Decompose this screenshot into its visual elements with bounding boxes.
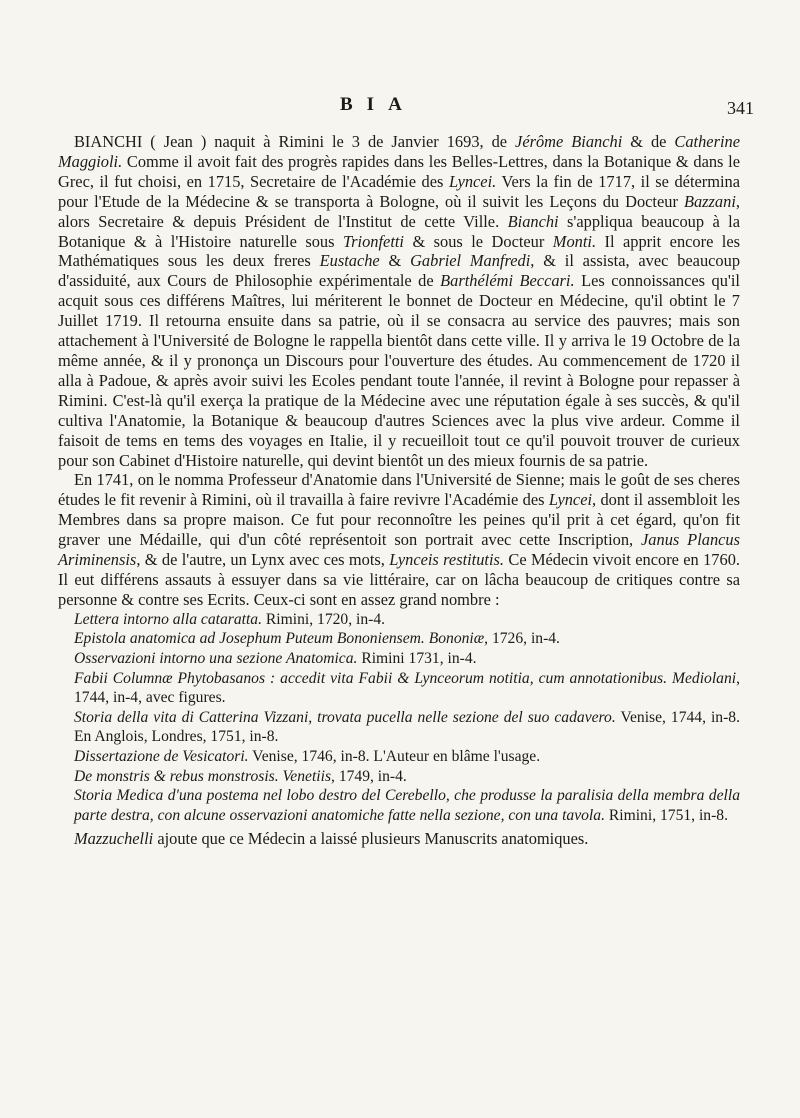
dictionary-entry [58, 132, 740, 849]
work-item: De monstris & rebus monstrosis. Venetiis, 1749, in-4. [74, 767, 407, 785]
works-list [58, 610, 740, 826]
work-item: Storia della vita di Catterina Vizzani, trovata pucella nelle sezione del suo cadavero. Venise, 1744, in-8. En Anglois, Londres, 1751, in-8. [74, 708, 740, 746]
page-header [0, 94, 800, 124]
headword: BIANCHI [74, 132, 143, 151]
work-item: Dissertazione de Vesicatori. Venise, 1746, in-8. L'Auteur en blâme l'usage. [74, 747, 541, 765]
entry-closing: Mazzuchelli ajoute que ce Médecin a laissé plusieurs Manuscrits anatomiques. [74, 829, 589, 849]
entry-paragraph-1: BIANCHI ( Jean ) naquit à Rimini le 3 de Janvier 1693, de Jérôme Bianchi & de Catherine Maggioli. Comme il avoit fait des progrès rapides dans les Belles-Lettres, dans la Botanique & dans le Grec, il fut choisi, en 1715, Secretaire de l'Académie des Lyncei. Vers la fin de 1717, il se détermina pour l'Etude de la Médecine & se transporta à Bologne, où il suivit les Leçons du Docteur Bazzani, alors Secretaire & depuis Président de l'Institut de cette Ville. Bianchi s'appliqua beaucoup à la Botanique & à l'Histoire naturelle sous Trionfetti & sous le Docteur Monti. Il apprit encore les Mathématiques sous les deux freres Eustache & Gabriel Manfredi, & il assista, avec beaucoup d'assiduité, aux Cours de Philosophie expérimentale de Barthélémi Beccari. Les connoissances qu'il acquit sous ces différens Maîtres, lui mériterent le bonnet de Docteur en Médecine, qu'il obtint le 7 Juillet 1719. Il retourna ensuite dans sa patrie, où il se consacra au service des pauvres; mais son attachement à l'Université de Bologne le rappella bientôt dans cette ville. Il y arriva le 19 Octobre de la même année, & il y prononça un Discours pour l'ouverture des études. Au commencement de 1720 il alla à Padoue, & après avoir suivi les Ecoles pendant toute l'année, il revint à Bologne pour repasser à Rimini. C'est-là qu'il exerça la pratique de la Médecine avec une réputation égale à ses succès, & qu'il cultiva l'Anatomie, la Botanique & beaucoup d'autres Sciences avec la plus vive ardeur. Comme il faisoit de tems en tems des voyages en Italie, il y recueilloit tout ce qu'il pouvoit trouver de curieux pour son Cabinet d'Histoire naturelle, qui devint bientôt un des mieux fournis de sa patrie. [58, 132, 741, 470]
work-item: Storia Medica d'una postema nel lobo destro del Cerebello, che produsse la paralisia della membra della parte destra, con alcune osservazioni anatomiche fatte nella sezione, con una tavola. Rimini, 1751, in-8. [74, 787, 740, 824]
work-item: Fabii Columnæ Phytobasanos : accedit vita Fabii & Lynceorum notitia, cum annotationibus. Mediolani, 1744, in-4, avec figures. [74, 669, 740, 707]
entry-paragraph-2: En 1741, on le nomma Professeur d'Anatomie dans l'Université de Sienne; mais le goût de ses cheres études le fit revenir à Rimini, où il travailla à faire revivre l'Académie des Lyncei, dont il assembloit les Membres dans sa propre maison. Ce fut pour reconnoître les peines qu'il prit à cet égard, qu'on fit graver une Médaille, qui d'un côté représentoit son portrait avec cette Inscription, Janus Plancus Ariminensis, & de l'autre, un Lynx avec ces mots, Lynceis restitutis. Ce Médecin vivoit encore en 1760. Il eut différens assauts à essuyer dans sa vie littéraire, car on lâcha beaucoup de critiques contre sa personne & contre ses Ecrits. Ceux-ci sont en assez grand nombre : [58, 470, 740, 609]
running-head: BIA [340, 94, 416, 115]
work-item: Epistola anatomica ad Josephum Puteum Bononiensem. Bononiæ, 1726, in-4. [74, 630, 560, 648]
page-number: 341 [727, 98, 754, 118]
work-item: Osservazioni intorno una sezione Anatomica. Rimini 1731, in-4. [74, 649, 477, 667]
work-item: Lettera intorno alla cataratta. Rimini, 1720, in-4. [74, 610, 386, 628]
